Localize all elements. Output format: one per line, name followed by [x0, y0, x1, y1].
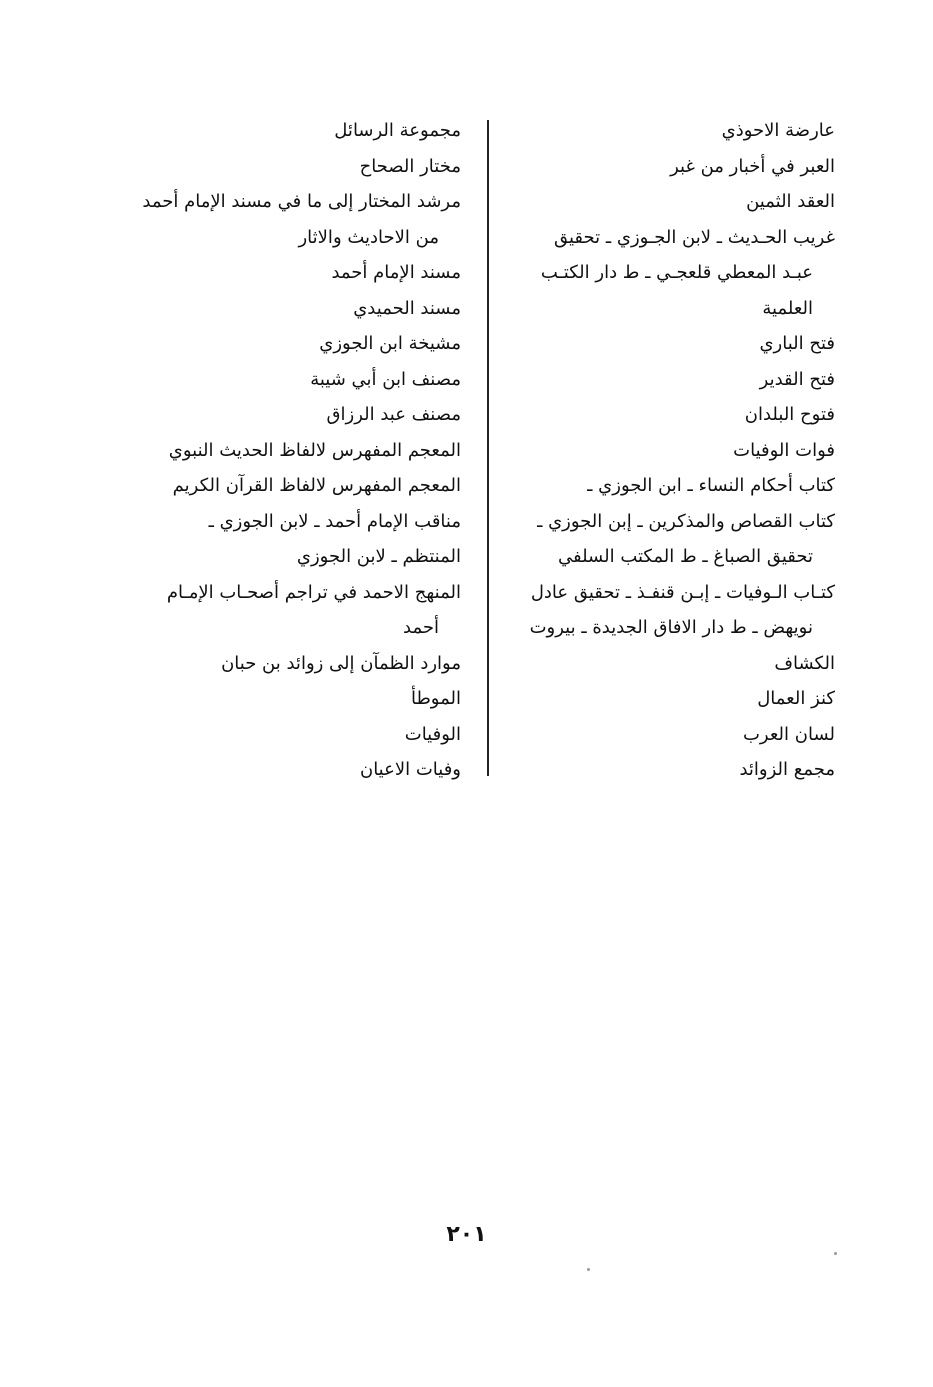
- index-entry: مسند الإمام أحمد: [331, 262, 461, 283]
- index-entry: مصنف ابن أبي شيبة: [310, 368, 461, 390]
- index-entry: كنز العمال: [757, 688, 835, 709]
- index-entry: مسند الحميدي: [353, 297, 461, 319]
- index-entry: فوات الوفيات: [733, 439, 835, 461]
- index-entry: فتوح البلدان: [744, 404, 835, 425]
- index-entry: مجموعة الرسائل: [334, 120, 461, 141]
- index-entry: غريب الحـديث ـ لابن الجـوزي ـ تحقيق: [553, 226, 835, 248]
- index-entry-continuation: العلمية: [762, 297, 813, 319]
- index-entry: وفيات الاعيان: [359, 759, 461, 780]
- scan-speck: [834, 1252, 837, 1255]
- index-entry: عارضة الاحوذي: [721, 120, 835, 141]
- index-column-right: [505, 113, 835, 788]
- index-entry-continuation: من الاحاديث والاثار: [298, 226, 439, 248]
- index-entry: كتاب أحكام النساء ـ ابن الجوزي ـ: [587, 475, 835, 496]
- index-entry: كتـاب الـوفيات ـ إبـن قنفـذ ـ تحقيق عادل: [530, 581, 835, 603]
- index-entry-continuation: عبـد المعطي قلعجـي ـ ط دار الكتـب: [540, 262, 813, 283]
- index-entry: المعجم المفهرس لالفاظ القرآن الكريم: [172, 475, 461, 496]
- index-entry: فتح الباري: [759, 333, 835, 354]
- index-entry: مشيخة ابن الجوزي: [319, 333, 461, 354]
- index-entry: الموطأ: [410, 688, 461, 709]
- index-entry: العقد الثمين: [746, 191, 835, 212]
- index-entry: مصنف عبد الرزاق: [326, 404, 461, 425]
- index-entry: فتح القدير: [759, 368, 835, 390]
- index-entry: مناقب الإمام أحمد ـ لابن الجوزي ـ: [208, 510, 461, 532]
- index-entry-continuation: تحقيق الصباغ ـ ط المكتب السلفي: [557, 546, 813, 567]
- index-entry: العبر في أخبار من غبر: [670, 155, 835, 177]
- index-entry: المنهج الاحمد في تراجم أصحـاب الإمـام: [166, 581, 461, 603]
- index-entry: كتاب القصاص والمذكرين ـ إبن الجوزي ـ: [537, 510, 835, 532]
- index-column-left: [101, 113, 461, 788]
- index-entry: لسان العرب: [742, 723, 835, 745]
- index-entry: موارد الظمآن إلى زوائد بن حبان: [221, 652, 461, 674]
- column-divider: [487, 120, 489, 776]
- index-entry: مختار الصحاح: [359, 155, 461, 177]
- index-entry: المعجم المفهرس لالفاظ الحديث النبوي: [168, 439, 461, 461]
- index-entry-continuation: أحمد: [403, 617, 439, 638]
- index-entry: المنتظم ـ لابن الجوزي: [296, 546, 461, 567]
- index-entry: مرشد المختار إلى ما في مسند الإمام أحمد: [142, 191, 461, 212]
- index-entry: مجمع الزوائد: [739, 759, 835, 780]
- page-number: ٢٠١: [446, 1222, 487, 1247]
- index-entry-continuation: نويهض ـ ط دار الافاق الجديدة ـ بيروت: [529, 617, 813, 638]
- index-entry: الكشاف: [774, 652, 835, 674]
- scan-speck: [587, 1268, 590, 1271]
- index-entry: الوفيات: [404, 723, 461, 745]
